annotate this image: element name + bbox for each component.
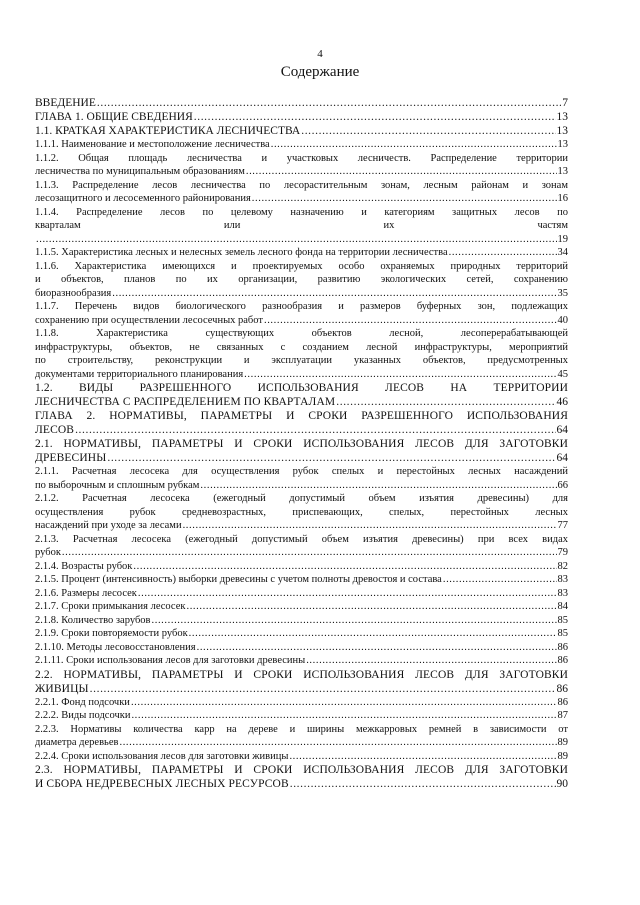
toc-entry[interactable] <box>35 206 568 247</box>
toc-entry-text: 1.1.7. Перечень видов биологического разнообразия и размеров буферных зон, подлежащих <box>35 301 568 312</box>
toc-entry[interactable] <box>35 641 568 655</box>
toc-dot-leader <box>301 124 555 138</box>
toc-page-number: 89 <box>557 750 568 762</box>
toc-entry[interactable] <box>35 152 568 179</box>
toc-dot-leader <box>133 560 556 574</box>
toc-page-number: 7 <box>562 97 568 109</box>
toc-entry-text: 1.1.8. Характеристика существующих объектов лесной, лесоперерабатывающей <box>35 328 568 339</box>
toc-entry-text: 2.1.5. Процент (интенсивность) выборки древесины с учетом полноты древостоя и состава <box>35 574 442 585</box>
toc-page-number: 66 <box>557 479 568 491</box>
toc-dot-leader <box>200 479 556 493</box>
toc-dot-leader <box>449 246 557 260</box>
toc-entry-text: 2.1.9. Сроки повторяемости рубок <box>35 628 188 639</box>
toc-entry[interactable] <box>35 573 568 587</box>
toc-entry[interactable] <box>35 465 568 492</box>
toc-page-number: 13 <box>557 166 568 177</box>
toc-dot-leader <box>194 110 556 124</box>
toc-page-number: 86 <box>557 696 568 708</box>
toc-entry[interactable] <box>35 614 568 628</box>
toc-entry[interactable] <box>35 750 568 764</box>
toc-entry-text: лесозащитного и лесосеменного районирования <box>35 193 251 204</box>
toc-dot-leader <box>244 368 556 382</box>
toc-entry-text: 2.1.6. Размеры лесосек <box>35 587 137 599</box>
toc-entry[interactable] <box>35 627 568 641</box>
toc-entry-text: 2.3. НОРМАТИВЫ, ПАРАМЕТРЫ И СРОКИ ИСПОЛЬЗОВАНИЯ ЛЕСОВ ДЛЯ ЗАГОТОВКИ <box>35 764 568 776</box>
toc-entry-text: 2.1.1. Расчетная лесосека для осуществления рубок спелых и перестойных лесных насаждений <box>35 466 568 477</box>
toc-entry-text: 1.1.4. Распределение лесов по целевому назначению и категориям защитных лесов по <box>35 206 568 218</box>
toc-dot-leader <box>107 451 555 465</box>
toc-page-number: 79 <box>557 547 568 558</box>
toc-page-number: 64 <box>556 452 568 464</box>
toc-page-number: 35 <box>557 287 568 299</box>
toc-entry-text: 2.1.3. Расчетная лесосека (ежегодный допустимый объем изъятия древесины) при всех видах <box>35 533 568 545</box>
toc-dot-leader <box>306 654 556 668</box>
toc-page-number: 19 <box>557 233 568 245</box>
toc-entry[interactable] <box>35 709 568 723</box>
toc-entry-text: ГЛАВА 2. НОРМАТИВЫ, ПАРАМЕТРЫ И СРОКИ РАЗРЕШЕННОГО ИСПОЛЬЗОВАНИЯ <box>35 410 568 422</box>
toc-entry[interactable] <box>35 179 568 206</box>
toc-entry[interactable] <box>35 763 568 791</box>
toc-entry-text: ЛЕСНИЧЕСТВА С РАСПРЕДЕЛЕНИЕМ ПО КВАРТАЛАМ <box>35 396 336 408</box>
toc-page-number: 13 <box>556 125 568 137</box>
toc-dot-leader <box>75 423 555 437</box>
toc-dot-leader <box>336 395 555 409</box>
toc-dot-leader <box>138 587 557 601</box>
toc-entry-text: 2.2.3. Нормативы количества карр на дереве и ширины межкарровых ремней в зависимости от <box>35 723 568 735</box>
toc-entry[interactable] <box>35 492 568 533</box>
toc-entry[interactable] <box>35 327 568 381</box>
toc-entry[interactable] <box>35 381 568 409</box>
toc-dot-leader <box>183 519 557 533</box>
toc-dot-leader <box>152 614 557 628</box>
toc-entry-text: 1.1.5. Характеристика лесных и нелесных земель лесного фонда на территории лесничества <box>35 247 448 258</box>
toc-page-number: 83 <box>557 574 568 585</box>
toc-page-number: 83 <box>557 587 568 599</box>
toc-entry-text: и объектов, планов по их организации, развитию экологических сетей, сохранению <box>35 274 568 285</box>
toc-entry-text: 2.1.8. Количество зарубов <box>35 614 151 626</box>
page-number: 4 <box>317 48 323 60</box>
toc-page-number: 77 <box>557 520 568 531</box>
toc-entry-text: насаждений при уходе за лесами <box>35 520 182 531</box>
toc-entry-text: ВВЕДЕНИЕ <box>35 97 96 109</box>
toc-dot-leader <box>119 736 556 750</box>
toc-page-number: 89 <box>557 737 568 748</box>
toc-dot-leader <box>246 165 557 179</box>
toc-entry[interactable] <box>35 260 568 301</box>
toc-page-number: 34 <box>557 247 568 258</box>
toc-entry-text: инфраструктуры, объектов, не связанных с созданием лесной инфраструктуры, мероприятий <box>35 341 568 353</box>
toc-entry[interactable] <box>35 437 568 465</box>
toc-dot-leader <box>97 96 561 110</box>
toc-entry-text: рубок <box>35 547 61 558</box>
toc-dot-leader <box>271 138 557 152</box>
toc-entry-text: лесничества по муниципальным образованиям <box>35 166 245 177</box>
toc-entry-text: 2.2.1. Фонд подсочки <box>35 696 130 708</box>
toc-entry[interactable] <box>35 533 568 560</box>
toc-entry-text: 2.2. НОРМАТИВЫ, ПАРАМЕТРЫ И СРОКИ ИСПОЛЬЗОВАНИЯ ЛЕСОВ ДЛЯ ЗАГОТОВКИ <box>35 668 568 681</box>
toc-entry-text: 2.1.4. Возрасты рубок <box>35 560 133 572</box>
toc-entry[interactable] <box>35 96 568 110</box>
toc-dot-leader <box>290 777 556 791</box>
toc-entry[interactable] <box>35 124 568 138</box>
toc-page-number: 16 <box>557 193 568 204</box>
toc-entry-text: 2.2.4. Сроки использования лесов для заготовки живицы <box>35 750 289 762</box>
toc-entry-text: 2.1.11. Сроки использования лесов для заготовки древесины <box>35 655 306 666</box>
toc-entry-text: диаметра деревьев <box>35 737 119 748</box>
toc-page-number: 86 <box>556 682 568 695</box>
toc-entry-text: биоразнообразия <box>35 287 112 299</box>
toc-page-number: 90 <box>556 778 568 790</box>
toc-dot-leader <box>90 682 556 696</box>
toc-entry-text: 1.1. КРАТКАЯ ХАРАКТЕРИСТИКА ЛЕСНИЧЕСТВА <box>35 125 301 137</box>
toc-entry-text: документами территориального планирования <box>35 368 244 380</box>
toc-page-number: 13 <box>557 139 568 150</box>
toc-dot-leader <box>131 696 557 710</box>
toc-page-number: 85 <box>557 628 568 639</box>
toc-entry-text: ДРЕВЕСИНЫ <box>35 452 107 464</box>
toc-page-number: 86 <box>557 641 568 653</box>
toc-entry[interactable] <box>35 409 568 437</box>
toc-entry-text: по выборочным и сплошным рубкам <box>35 479 200 491</box>
toc-entry-text: сохранению при осуществлении лесосечных работ <box>35 314 263 326</box>
table-of-contents <box>35 96 568 791</box>
toc-entry-text: 2.1.7. Сроки примыкания лесосек <box>35 601 186 612</box>
toc-page-number: 82 <box>557 560 568 572</box>
toc-entry-text: ЛЕСОВ <box>35 424 75 436</box>
toc-dot-leader <box>186 600 556 614</box>
toc-title: Содержание <box>280 64 360 80</box>
toc-entry[interactable] <box>35 587 568 601</box>
toc-page-number: 87 <box>557 710 568 721</box>
toc-entry[interactable] <box>35 560 568 574</box>
toc-entry-text: ГЛАВА 1. ОБЩИЕ СВЕДЕНИЯ <box>35 111 193 123</box>
toc-dot-leader <box>112 287 556 301</box>
toc-entry[interactable] <box>35 696 568 710</box>
toc-entry-text: 1.1.1. Наименование и местоположение лесничества <box>35 139 270 150</box>
toc-dot-leader <box>289 750 556 764</box>
toc-page-number: 64 <box>556 424 568 436</box>
toc-entry[interactable] <box>35 723 568 750</box>
toc-page-number: 40 <box>557 314 568 326</box>
toc-entry[interactable] <box>35 110 568 124</box>
toc-entry[interactable] <box>35 138 568 152</box>
toc-entry-text: 1.1.2. Общая площадь лесничества и участковых лесничеств. Распределение территории <box>35 152 568 164</box>
toc-page-number: 46 <box>556 396 568 408</box>
toc-entry-text: осуществления рубок средневозрастных, приспевающих, спелых, перестойных лесных <box>35 506 568 518</box>
toc-entry-text: И СБОРА НЕДРЕВЕСНЫХ ЛЕСНЫХ РЕСУРСОВ <box>35 778 289 790</box>
toc-dot-leader <box>36 233 557 247</box>
toc-entry[interactable] <box>35 654 568 668</box>
toc-dot-leader <box>264 314 557 328</box>
toc-entry-text: 2.1. НОРМАТИВЫ, ПАРАМЕТРЫ И СРОКИ ИСПОЛЬЗОВАНИЯ ЛЕСОВ ДЛЯ ЗАГОТОВКИ <box>35 438 568 450</box>
toc-entry-text: 1.2. ВИДЫ РАЗРЕШЕННОГО ИСПОЛЬЗОВАНИЯ ЛЕСОВ НА ТЕРРИТОРИИ <box>35 382 568 394</box>
toc-entry-text: ЖИВИЦЫ <box>35 682 89 695</box>
toc-dot-leader <box>131 709 556 723</box>
toc-page-number: 85 <box>557 614 568 626</box>
toc-entry[interactable] <box>35 668 568 696</box>
toc-dot-leader <box>197 641 557 655</box>
toc-entry-text: 2.1.2. Расчетная лесосека (ежегодный допустимый объем изъятия древесины) для <box>35 493 568 504</box>
toc-entry[interactable] <box>35 600 568 614</box>
toc-entry[interactable] <box>35 300 568 327</box>
toc-page-number: 13 <box>556 111 568 123</box>
toc-dot-leader <box>62 546 557 560</box>
toc-entry-text: 2.2.2. Виды подсочки <box>35 710 131 721</box>
toc-entry-text: по строительству, реконструкции и эксплуатации указанных объектов, предусмотренных <box>35 355 568 366</box>
toc-dot-leader <box>189 627 557 641</box>
toc-entry-text: 2.1.10. Методы лесовосстановления <box>35 641 196 653</box>
toc-page-number: 84 <box>557 601 568 612</box>
toc-entry-text: кварталам или их частям <box>35 220 568 231</box>
toc-dot-leader <box>443 573 557 587</box>
toc-page-number: 45 <box>557 368 568 380</box>
toc-entry[interactable] <box>35 246 568 260</box>
toc-entry-text: 1.1.3. Распределение лесов лесничества по лесорастительным зонам, лесным районам и зонам <box>35 179 568 191</box>
toc-page-number: 86 <box>557 655 568 666</box>
toc-dot-leader <box>252 192 557 206</box>
toc-entry-text: 1.1.6. Характеристика имеющихся и проектируемых особо охраняемых природных территорий <box>35 260 568 272</box>
